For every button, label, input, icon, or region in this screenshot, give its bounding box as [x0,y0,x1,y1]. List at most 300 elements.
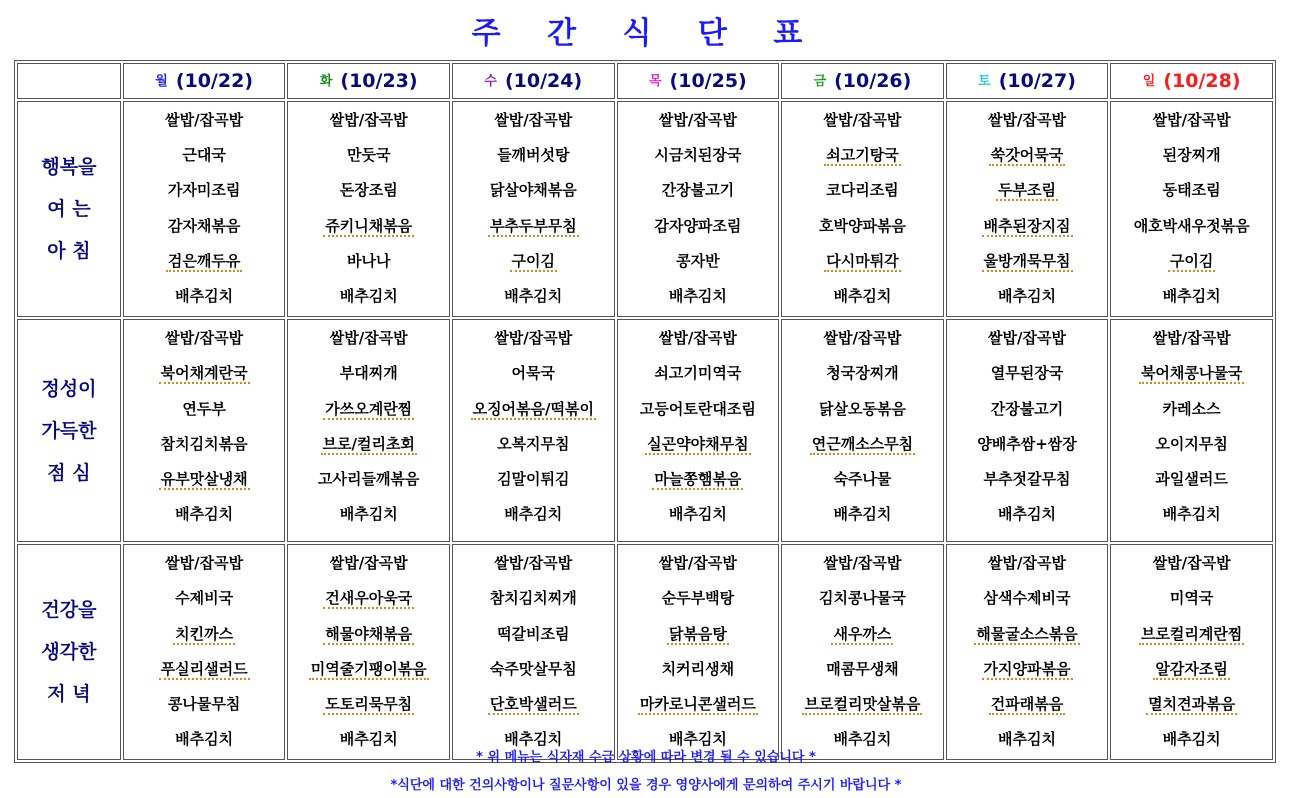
menu-item [618,175,779,210]
menu-item [453,583,614,618]
menu-item-text: 배추김치 [504,286,563,305]
menu-item [453,394,614,429]
weekly-menu-table [14,60,1276,763]
menu-item-text: 배추김치 [339,505,398,524]
menu-item-text: 배추김치 [998,505,1056,524]
inquiry-notice: *식단에 대한 건의사항이나 질문사항이 있을 경우 영양사에게 문의하여 주시기 바랍니다 * [390,778,902,793]
menu-item [453,689,614,724]
page-title: 주 간 식 단 표 [471,16,821,51]
menu-item-text: 새우까스 [833,624,892,643]
menu-item [782,246,943,281]
menu-item-text: 쌀밥/잡곡밥 [165,329,244,348]
menu-item [288,654,449,689]
menu-item-text: 오이지무침 [1155,434,1228,453]
menu-item [1111,323,1272,358]
menu-item [288,619,449,654]
menu-item [288,548,449,583]
menu-item-text: 두부조림 [998,181,1056,200]
menu-item [1111,394,1272,429]
menu-item-text: 쌀밥/잡곡밥 [494,554,573,573]
menu-item-text: 배추김치 [1162,505,1221,524]
day-header-1 [287,63,450,99]
menu-cell [1110,319,1273,542]
menu-item-text: 치킨까스 [175,624,234,643]
menu-item [1111,281,1272,316]
menu-item [288,323,449,358]
menu-item-text: 브로컬리계란찜 [1140,624,1243,643]
menu-item-text: 미역국 [1169,589,1214,608]
day-date: (10/23) [340,70,418,92]
menu-item [453,323,614,358]
menu-item [782,105,943,140]
menu-cell [781,101,944,317]
menu-item [1111,583,1272,618]
menu-item-text: 쌀밥/잡곡밥 [658,111,737,129]
menu-item [288,394,449,429]
menu-item [453,246,614,281]
menu-item-text: 코다리조림 [826,181,899,200]
menu-item-text: 청국장찌개 [826,364,899,383]
menu-item-text: 마늘쫑햄볶음 [654,469,742,488]
menu-item-text: 배추김치 [998,286,1056,305]
menu-item [453,281,614,316]
menu-item-text: 쌀밥/잡곡밥 [1152,329,1231,348]
menu-item-text: 순두부백탕 [661,589,735,608]
menu-item [124,394,285,429]
menu-item-text: 울방개묵무침 [983,251,1071,270]
menu-item [1111,689,1272,724]
menu-cell [452,319,615,542]
menu-item [124,105,285,140]
menu-item [453,464,614,499]
menu-item [947,689,1108,724]
menu-item-text: 쌀밥/잡곡밥 [1152,554,1231,573]
menu-item [453,499,614,534]
menu-item-text: 감자채볶음 [167,216,241,235]
menu-item-text: 닭살오동볶음 [818,399,906,418]
menu-cell [946,319,1109,542]
menu-item-text: 동태조림 [1162,181,1221,200]
menu-item-text: 가자미조림 [167,181,241,200]
menu-item [947,394,1108,429]
menu-item-text: 참치김치찌개 [489,589,577,608]
menu-item [782,619,943,654]
menu-item [124,358,285,393]
menu-item-text: 쌀밥/잡곡밥 [494,329,573,348]
menu-item-text: 해물야채볶음 [325,624,413,643]
menu-item-text: 쌀밥/잡곡밥 [329,111,408,129]
menu-item-text: 돈장조림 [339,181,398,200]
menu-item-text: 떡갈비조림 [497,624,570,643]
menu-item-text: 오복지무침 [497,434,570,453]
menu-item-text: 쥬키니채볶음 [325,216,413,235]
menu-item [782,394,943,429]
day-date: (10/26) [834,70,912,92]
day-header-6 [1110,63,1273,99]
menu-item [1111,499,1272,534]
menu-item [1111,211,1272,246]
menu-item-text: 부대찌개 [339,364,398,383]
menu-item-text: 브로/컬리초회 [322,434,415,453]
menu-item [947,583,1108,618]
menu-item-text: 배추김치 [833,505,892,524]
menu-item-text: 북어채계란국 [160,364,248,383]
menu-item-text: 단호박샐러드 [489,694,577,713]
menu-item-text: 부추젓갈무침 [983,469,1071,488]
menu-item-text: 콩자반 [676,251,720,270]
menu-item [618,394,779,429]
menu-cell [287,101,450,317]
menu-cell [1110,544,1273,760]
menu-item-text: 도토리묵무침 [325,694,413,713]
day-badge-icon: 목 [648,74,662,89]
day-header-4 [781,63,944,99]
menu-item [288,246,449,281]
menu-item [124,429,285,464]
menu-item-text: 매콤무생채 [826,659,899,678]
menu-item-text: 쌀밥/잡곡밥 [165,111,244,129]
menu-item-text: 유부맛살냉채 [160,469,248,488]
corner-cell [17,63,121,99]
menu-item [1111,429,1272,464]
menu-item-text: 건파래볶음 [990,694,1064,713]
menu-item [1111,358,1272,393]
menu-item [288,175,449,210]
menu-item-text: 알감자조림 [1155,659,1228,678]
menu-item [947,429,1108,464]
menu-item-text: 배추김치 [668,286,727,305]
menu-item-text: 감자양파조림 [654,216,742,235]
menu-item [782,281,943,316]
menu-item [782,689,943,724]
menu-item-text: 간장불고기 [990,399,1064,418]
menu-item-text: 배추김치 [504,505,563,524]
menu-item [124,583,285,618]
menu-cell [452,544,615,760]
menu-item-text: 쇠고기미역국 [654,364,742,383]
meal-row-2 [17,544,1273,760]
menu-item-text: 배추김치 [833,730,892,749]
menu-item [618,499,779,534]
menu-item [618,548,779,583]
day-badge-icon: 화 [319,74,333,89]
menu-item-text: 숙주맛살무침 [489,659,577,678]
menu-item [947,105,1108,140]
menu-item-text: 바나나 [346,251,391,270]
meal-label-line: 건강을 [41,599,97,622]
menu-item [782,358,943,393]
menu-item [1111,175,1272,210]
menu-item-text: 마카로니콘샐러드 [639,694,756,713]
menu-item [782,548,943,583]
menu-item [1111,140,1272,175]
day-badge-icon: 토 [978,74,991,89]
menu-item-text: 쌀밥/잡곡밥 [165,554,244,573]
meal-row-1 [17,319,1273,542]
menu-item [453,619,614,654]
menu-cell [617,319,780,542]
menu-item [124,140,285,175]
menu-item-text: 콩나물무침 [167,694,241,713]
menu-item [124,689,285,724]
day-header-3 [617,63,780,99]
menu-item [782,140,943,175]
menu-item-text: 쌀밥/잡곡밥 [988,111,1066,129]
menu-item [1111,548,1272,583]
menu-item [288,499,449,534]
menu-item-text: 배추김치 [1162,286,1221,305]
menu-item-text: 북어채콩나물국 [1140,364,1243,383]
meal-label-line: 행복을 [41,156,97,179]
menu-item [618,211,779,246]
menu-item [453,358,614,393]
menu-item [124,548,285,583]
menu-item [782,323,943,358]
menu-item-text: 배추김치 [668,730,727,749]
menu-item-text: 실곤약야채무침 [647,434,749,453]
menu-item-text: 된장찌개 [1162,146,1221,165]
menu-item-text: 쌀밥/잡곡밥 [823,111,902,129]
change-notice: * 위 메뉴는 식자재 수급 상황에 따라 변경 될 수 있습니다 * [476,750,816,765]
menu-item [618,105,779,140]
menu-item [288,211,449,246]
menu-item-text: 고사리들깨볶음 [317,469,420,488]
menu-item-text: 열무된장국 [990,364,1064,383]
menu-item-text: 근대국 [182,146,226,165]
day-header-0 [123,63,286,99]
menu-item-text: 쌀밥/잡곡밥 [988,554,1066,573]
menu-item [618,583,779,618]
menu-cell [123,101,286,317]
menu-item-text: 쌀밥/잡곡밥 [1152,111,1231,129]
menu-item-text: 가쓰오계란찜 [325,399,413,418]
menu-item-text: 배추김치 [175,505,234,524]
menu-item [1111,464,1272,499]
menu-item [1111,105,1272,140]
menu-item [618,323,779,358]
day-date: (10/28) [1163,70,1241,92]
menu-item [453,548,614,583]
menu-cell [781,544,944,760]
menu-item [782,211,943,246]
menu-item-text: 쌀밥/잡곡밥 [494,111,573,129]
menu-item [124,464,285,499]
menu-item-text: 푸실리샐러드 [160,659,248,678]
menu-item-text: 만둣국 [346,146,391,165]
menu-item-text: 쌀밥/잡곡밥 [329,554,408,573]
menu-item-text: 쇠고기탕국 [826,146,899,165]
day-header-5 [946,63,1109,99]
menu-item-text: 부추두부무침 [489,216,577,235]
menu-item-text: 연두부 [182,399,226,418]
menu-item [782,429,943,464]
meal-label-line: 가득한 [41,419,97,442]
menu-item-text: 호박양파볶음 [818,216,906,235]
menu-cell [123,319,286,542]
day-date: (10/24) [504,70,583,92]
menu-item [947,175,1108,210]
menu-item [947,499,1108,534]
menu-item-text: 치커리생채 [661,659,735,678]
menu-item [618,429,779,464]
menu-item [618,464,779,499]
menu-item [782,654,943,689]
menu-cell [452,101,615,317]
menu-item [453,654,614,689]
menu-item [288,358,449,393]
menu-item [947,281,1108,316]
meal-label-line: 점 심 [47,461,91,484]
menu-item-text: 쌀밥/잡곡밥 [658,329,737,348]
menu-item-text: 다시마튀각 [826,251,899,270]
menu-item-text: 들깨버섯탕 [497,146,570,165]
menu-item-text: 배추김치 [339,286,398,305]
menu-item [124,211,285,246]
menu-item-text: 쌀밥/잡곡밥 [658,554,737,573]
menu-item-text: 어묵국 [511,364,556,383]
menu-item [947,140,1108,175]
menu-item [618,689,779,724]
header-row [17,63,1273,99]
menu-item [288,140,449,175]
menu-item [947,619,1108,654]
meal-label [17,544,121,760]
day-date: (10/25) [669,70,747,92]
menu-item-text: 고등어토란대조림 [639,399,756,418]
menu-item-text: 미역줄기팽이볶음 [310,659,427,678]
menu-item [124,175,285,210]
menu-item [1111,654,1272,689]
menu-item-text: 가지양파볶음 [983,659,1071,678]
menu-item [124,619,285,654]
menu-item [947,246,1108,281]
menu-item [618,140,779,175]
menu-item-text: 삼색수제비국 [983,589,1071,608]
menu-item-text: 시금치된장국 [654,146,742,165]
menu-item-text: 연근깨소스무침 [811,434,914,453]
day-date: (10/27) [998,70,1076,92]
menu-item [947,358,1108,393]
menu-item [453,105,614,140]
menu-item [618,358,779,393]
menu-cell [287,544,450,760]
menu-item [288,281,449,316]
menu-item [947,548,1108,583]
menu-item [782,583,943,618]
menu-item [1111,246,1272,281]
menu-item [288,429,449,464]
menu-cell [287,319,450,542]
menu-cell [617,544,780,760]
menu-item-text: 쌀밥/잡곡밥 [329,329,408,348]
menu-item [124,281,285,316]
menu-item-text: 쌀밥/잡곡밥 [823,554,902,573]
menu-item-text: 해물굴소스볶음 [976,624,1078,643]
menu-item-text: 김치콩나물국 [818,589,906,608]
menu-item [453,175,614,210]
menu-item-text: 쑥갓어묵국 [990,146,1064,165]
meal-label-line: 저 녁 [47,683,91,706]
menu-item [453,140,614,175]
menu-item-text: 배추된장지짐 [983,216,1071,235]
menu-item-text: 과일샐러드 [1155,469,1228,488]
menu-item [947,654,1108,689]
menu-item-text: 참치김치볶음 [160,434,248,453]
day-date: (10/22) [175,70,253,92]
menu-item-text: 배추김치 [339,730,398,749]
menu-item-text: 검은깨두유 [167,251,241,270]
menu-item-text: 숙주나물 [833,469,892,488]
menu-item-text: 쌀밥/잡곡밥 [823,329,902,348]
menu-item-text: 쌀밥/잡곡밥 [988,329,1066,348]
meal-label-line: 여 는 [47,198,91,221]
meal-label [17,319,121,542]
menu-item [288,105,449,140]
menu-item [618,654,779,689]
menu-cell [946,544,1109,760]
menu-item-text: 배추김치 [998,730,1056,749]
menu-item [453,211,614,246]
meal-row-0 [17,101,1273,317]
menu-item-text: 수제비국 [175,589,234,608]
menu-item-text: 브로컬리맛살볶음 [804,694,921,713]
menu-cell [1110,101,1273,317]
day-badge-icon: 수 [484,74,497,89]
menu-item-text: 김말이튀김 [497,469,570,488]
menu-item [124,654,285,689]
menu-item [124,246,285,281]
menu-item-text: 배추김치 [175,286,234,305]
day-badge-icon: 일 [1142,74,1156,89]
menu-item [1111,619,1272,654]
menu-item [947,211,1108,246]
menu-item [288,583,449,618]
day-badge-icon: 금 [813,74,827,89]
menu-item-text: 간장불고기 [661,181,735,200]
day-header-2 [452,63,615,99]
menu-item-text: 오징어볶음/떡볶이 [472,399,594,418]
menu-item-text: 구이김 [1169,251,1214,270]
menu-cell [123,544,286,760]
menu-item [618,619,779,654]
menu-cell [946,101,1109,317]
menu-item-text: 배추김치 [175,730,234,749]
menu-item-text: 배추김치 [668,505,727,524]
menu-item-text: 양배추쌈+쌈장 [977,434,1077,453]
menu-item [618,281,779,316]
menu-item [288,689,449,724]
menu-item-text: 구이김 [511,251,556,270]
menu-item-text: 카레소스 [1162,399,1221,418]
menu-item [453,429,614,464]
menu-item [124,499,285,534]
menu-cell [781,319,944,542]
menu-item [782,175,943,210]
menu-item-text: 닭볶음탕 [668,624,727,643]
meal-label-line: 아 침 [47,240,91,263]
menu-item [947,464,1108,499]
menu-item [782,499,943,534]
menu-item-text: 닭살야채볶음 [489,181,577,200]
menu-item [947,323,1108,358]
menu-item [782,464,943,499]
menu-item [124,323,285,358]
menu-item [618,246,779,281]
menu-item-text: 애호박새우젓볶음 [1133,216,1250,235]
menu-cell [617,101,780,317]
meal-label-line: 정성이 [41,377,97,400]
menu-item [288,464,449,499]
